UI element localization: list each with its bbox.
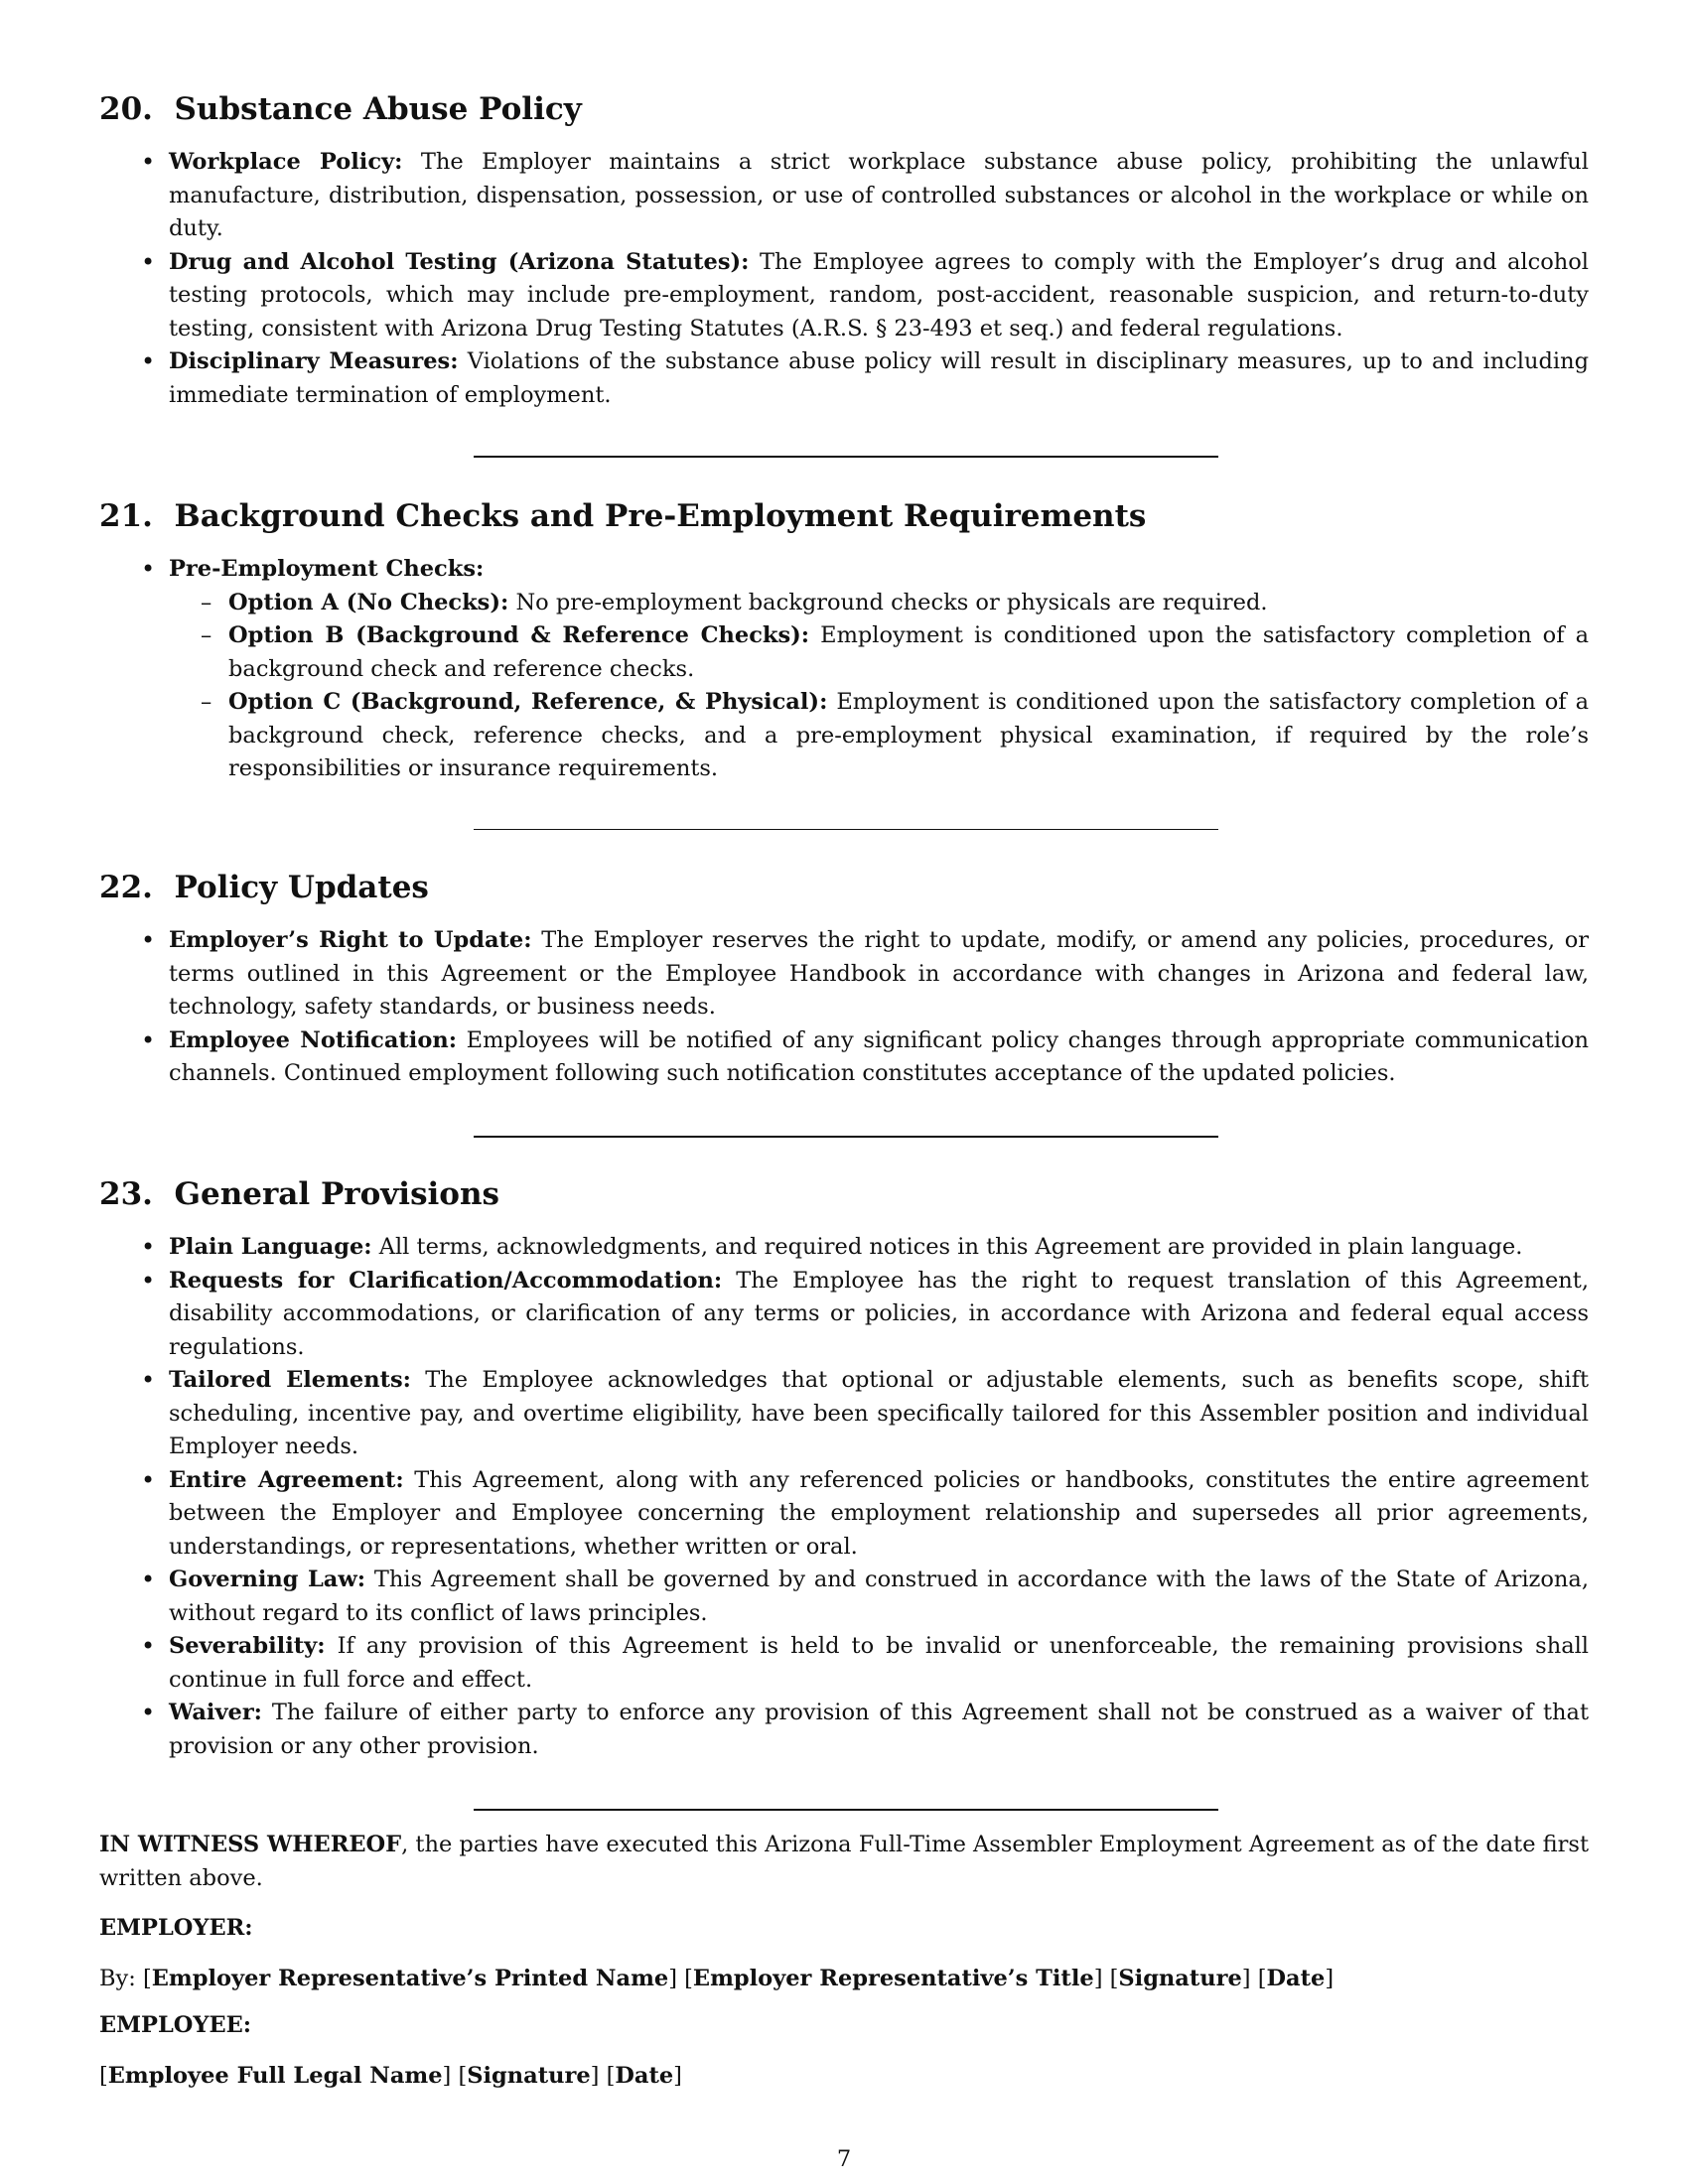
page-number: 7	[836, 2146, 852, 2172]
item-text: The Employer maintains a strict workplace substance abuse policy, prohibiting the unlawful manufacture, distribution, dispensation, possession, or use of controlled substances or alcohol in the workplace or while on duty.	[169, 149, 1589, 242]
bullet-list	[99, 1231, 1589, 1763]
item-text: The Employee acknowledges that optional or adjustable elements, such as benefits scope, shift scheduling, incentive pay, and overtime eligibility, have been specifically tailored for this Assembler position and individual Employer needs.	[169, 1367, 1589, 1460]
employee-date-field: Date	[615, 2062, 674, 2089]
list-item	[169, 1697, 1589, 1763]
list-item	[169, 1024, 1589, 1091]
item-text: The failure of either party to enforce any provision of this Agreement shall not be construed as a waiver of that provision or any other provision.	[169, 1700, 1589, 1759]
list-item	[169, 1231, 1589, 1265]
item-label: Requests for Clarification/Accommodation:	[169, 1267, 723, 1294]
section-divider	[474, 456, 1218, 458]
item-label: Option B (Background & Reference Checks):	[228, 622, 810, 649]
sub-list-item	[228, 619, 1589, 686]
list-item	[169, 553, 1589, 786]
item-text: The Employee agrees to comply with the Employer’s drug and alcohol testing protocols, which may include pre-employment, random, post-accident, reasonable suspicion, and return-to-duty testing, consistent with Arizona Drug Testing Statutes (A.R.S. § 23-493 et seq.) and federal regulations.	[169, 248, 1589, 341]
bullet-list	[99, 924, 1589, 1091]
bullet-list	[99, 146, 1589, 412]
bullet-list	[99, 553, 1589, 786]
section-title: 22. Policy Updates	[99, 870, 429, 905]
section-divider	[474, 1136, 1218, 1138]
item-text: The Employer reserves the right to update, modify, or amend any policies, procedures, or terms outlined in this Agreement or the Employee Handbook in accordance with changes in Arizona and federal law, technology, safety standards, or business needs.	[169, 927, 1589, 1021]
witness-lead: IN WITNESS WHEREOF	[99, 1832, 402, 1857]
employee-signature-line: [Employee Full Legal Name] [Signature] [Date]	[99, 2062, 682, 2089]
list-item	[169, 924, 1589, 1024]
employer-date-field: Date	[1266, 1965, 1326, 1991]
item-label: Employer’s Right to Update:	[169, 927, 532, 954]
item-label: Tailored Elements:	[169, 1367, 411, 1394]
section-divider	[474, 1809, 1218, 1811]
section-policy-updates	[99, 870, 1589, 1091]
list-item	[169, 1630, 1589, 1697]
item-text: Employees will be notified of any significant policy changes through appropriate communication channels. Continued employment following such notification constitutes acceptance of the updated policies.	[169, 1026, 1589, 1087]
item-text: This Agreement shall be governed by and construed in accordance with the laws of the State of Arizona, without regard to its conflict of laws principles.	[169, 1567, 1589, 1626]
sub-list-item	[228, 686, 1589, 786]
list-item	[169, 1265, 1589, 1365]
item-text: The Employee has the right to request translation of this Agreement, disability accommodations, or clarification of any terms or policies, in accordance with Arizona and federal equal access regulations.	[169, 1267, 1589, 1360]
sub-list	[169, 587, 1589, 786]
item-label: Entire Agreement:	[169, 1466, 404, 1493]
item-label: Drug and Alcohol Testing (Arizona Statutes):	[169, 248, 750, 275]
list-item	[169, 345, 1589, 412]
item-text: Employment is conditioned upon the satisfactory completion of a background check and reference checks.	[228, 622, 1589, 682]
sub-list-item	[228, 587, 1589, 620]
employer-signature-line: By: [Employer Representative’s Printed Name] [Employer Representative’s Title] [Signature] [Date]	[99, 1965, 1335, 1991]
item-label: Workplace Policy:	[169, 149, 403, 176]
item-text: All terms, acknowledgments, and required notices in this Agreement are provided in plain language.	[371, 1234, 1523, 1261]
section-title: 20. Substance Abuse Policy	[99, 91, 582, 127]
signature-block	[99, 1829, 1589, 2093]
item-label: Option A (No Checks):	[228, 589, 509, 615]
section-title: 21. Background Checks and Pre-Employment Requirements	[99, 498, 1147, 534]
witness-text: , the parties have executed this Arizona Full-Time Assembler Employment Agreement as of the date first written above.	[99, 1832, 1590, 1891]
item-label: Pre-Employment Checks:	[169, 556, 485, 583]
item-text: No pre-employment background checks or physicals are required.	[508, 589, 1268, 615]
employee-heading: EMPLOYEE:	[99, 2012, 252, 2038]
witness-paragraph	[99, 1829, 1589, 1895]
item-label: Severability:	[169, 1633, 326, 1660]
employee-signature-field: Signature	[467, 2062, 591, 2089]
employer-rep-title-field: Employer Representative’s Title	[692, 1965, 1094, 1991]
employee-name-field: Employee Full Legal Name	[107, 2062, 443, 2089]
employer-rep-name-field: Employer Representative’s Printed Name	[151, 1965, 669, 1991]
list-item	[169, 146, 1589, 246]
employer-signature-field: Signature	[1118, 1965, 1242, 1991]
employer-heading: EMPLOYER:	[99, 1915, 253, 1941]
item-text: This Agreement, along with any referenced policies or handbooks, constitutes the entire agreement between the Employer and Employee concerning the employment relationship and supersedes all prior agreements, understandings, or representations, whether written or oral.	[169, 1466, 1589, 1560]
list-item	[169, 1364, 1589, 1464]
list-item	[169, 246, 1589, 346]
item-label: Disciplinary Measures:	[169, 348, 459, 375]
section-divider	[474, 829, 1218, 830]
item-label: Governing Law:	[169, 1567, 366, 1593]
item-label: Plain Language:	[169, 1234, 372, 1261]
item-text: If any provision of this Agreement is held to be invalid or unenforceable, the remaining provisions shall continue in full force and effect.	[169, 1633, 1589, 1693]
list-item	[169, 1464, 1589, 1565]
section-title: 23. General Provisions	[99, 1176, 499, 1212]
item-label: Option C (Background, Reference, & Physical):	[228, 689, 828, 716]
list-item	[169, 1564, 1589, 1630]
item-text: Violations of the substance abuse policy will result in disciplinary measures, up to and including immediate termination of employment.	[169, 348, 1589, 408]
item-text: Employment is conditioned upon the satisfactory completion of a background check, reference checks, and a pre-employment physical examination, if required by the role’s responsibilities or insurance requirements.	[228, 689, 1589, 782]
section-background-checks	[99, 498, 1589, 786]
item-label: Employee Notification:	[169, 1026, 458, 1053]
section-substance-abuse	[99, 91, 1589, 412]
by-label: By:	[99, 1965, 143, 1991]
section-general-provisions	[99, 1176, 1589, 1763]
item-label: Waiver:	[169, 1700, 262, 1726]
